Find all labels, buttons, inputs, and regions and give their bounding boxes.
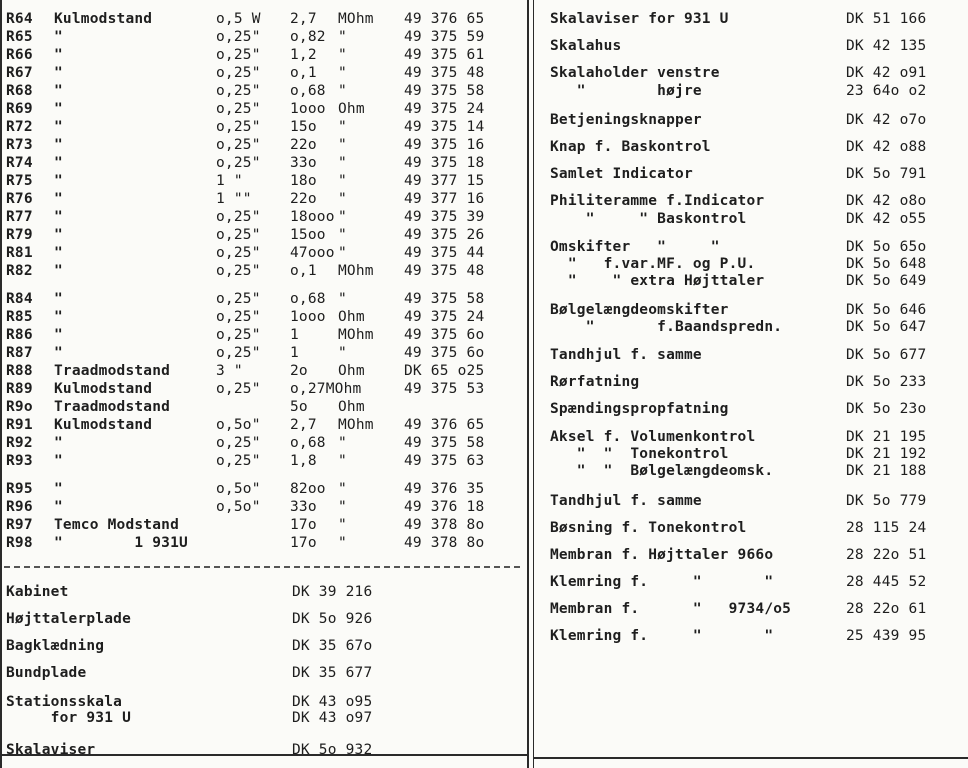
resistor-ref: R68 <box>6 83 33 99</box>
resistor-unit: " <box>338 481 347 497</box>
resistor-value: 1ooo <box>290 309 326 325</box>
resistor-rating: o,25" <box>216 155 261 171</box>
resistor-ref: R93 <box>6 453 33 469</box>
resistor-description: " <box>54 245 63 261</box>
part-name: Bøsning f. Tonekontrol <box>550 520 747 536</box>
resistor-part-number: 49 375 24 <box>404 309 485 325</box>
resistor-part-number: 49 375 44 <box>404 245 485 261</box>
part-name: for 931 U <box>6 710 132 726</box>
resistor-part-number: 49 375 39 <box>404 209 485 225</box>
resistor-ref: R82 <box>6 263 33 279</box>
resistor-value: 2o <box>290 363 308 379</box>
resistor-rating: o,25" <box>216 327 261 343</box>
part-name: Klemring f. " " <box>550 574 774 590</box>
resistor-rating: o,25" <box>216 345 261 361</box>
resistor-value: 22o <box>290 137 317 153</box>
resistor-value: o,27MOhm <box>290 381 362 397</box>
resistor-value: 2,7 <box>290 11 317 27</box>
resistor-value: 15oo <box>290 227 326 243</box>
resistor-description: " <box>54 101 63 117</box>
part-number: DK 42 o55 <box>846 211 927 227</box>
resistor-unit: " <box>338 227 347 243</box>
resistor-value: 17o <box>290 517 317 533</box>
part-number: DK 5o 648 <box>846 256 927 272</box>
part-name: Bagklædning <box>6 638 105 654</box>
part-number: DK 5o 646 <box>846 302 927 318</box>
resistor-value: 47ooo <box>290 245 335 261</box>
resistor-ref: R9o <box>6 399 33 415</box>
resistor-description: " <box>54 263 63 279</box>
resistor-ref: R66 <box>6 47 33 63</box>
part-number: DK 51 166 <box>846 11 927 27</box>
resistor-ref: R77 <box>6 209 33 225</box>
resistor-rating: o,25" <box>216 119 261 135</box>
resistor-ref: R97 <box>6 517 33 533</box>
part-name: Skalahus <box>550 38 622 54</box>
part-name: Knap f. Baskontrol <box>550 139 711 155</box>
resistor-value: o,68 <box>290 291 326 307</box>
resistor-ref: R64 <box>6 11 33 27</box>
resistor-description: " <box>54 83 63 99</box>
resistor-part-number: 49 375 24 <box>404 101 485 117</box>
resistor-unit: " <box>338 245 347 261</box>
resistor-description: Traadmodstand <box>54 363 171 379</box>
resistor-rating: o,25" <box>216 47 261 63</box>
part-number: DK 42 o91 <box>846 65 927 81</box>
part-name: Tandhjul f. samme <box>550 347 702 363</box>
part-name: Membran f. Højttaler 966o <box>550 547 774 563</box>
resistor-unit: " <box>338 173 347 189</box>
part-number: DK 42 o8o <box>846 193 927 209</box>
resistor-value: 2,7 <box>290 417 317 433</box>
part-name: Betjeningsknapper <box>550 112 702 128</box>
resistor-ref: R95 <box>6 481 33 497</box>
resistor-value: o,82 <box>290 29 326 45</box>
resistor-part-number: 49 378 8o <box>404 517 485 533</box>
part-name: Skalaviser <box>6 742 96 758</box>
resistor-description: " <box>54 29 63 45</box>
resistor-unit: MOhm <box>338 417 374 433</box>
resistor-ref: R75 <box>6 173 33 189</box>
resistor-rating: o,25" <box>216 65 261 81</box>
dashed-separator <box>4 566 520 568</box>
resistor-description: " <box>54 291 63 307</box>
part-name: Rørfatning <box>550 374 640 390</box>
resistor-unit: MOhm <box>338 11 374 27</box>
left-border <box>0 0 2 768</box>
part-name: Højttalerplade <box>6 611 132 627</box>
resistor-unit: MOhm <box>338 263 374 279</box>
part-name: Philiteramme f.Indicator <box>550 193 765 209</box>
resistor-rating: o,5 W <box>216 11 261 27</box>
resistor-description: " <box>54 173 63 189</box>
resistor-ref: R87 <box>6 345 33 361</box>
resistor-description: " <box>54 481 63 497</box>
resistor-part-number: 49 377 15 <box>404 173 485 189</box>
resistor-description: " 1 931U <box>54 535 188 551</box>
resistor-description: " <box>54 453 63 469</box>
resistor-rating: o,25" <box>216 245 261 261</box>
part-number: 28 445 52 <box>846 574 927 590</box>
resistor-ref: R67 <box>6 65 33 81</box>
resistor-value: 33o <box>290 155 317 171</box>
resistor-part-number: 49 378 8o <box>404 535 485 551</box>
resistor-rating: o,25" <box>216 263 261 279</box>
resistor-description: " <box>54 345 63 361</box>
part-number: DK 42 135 <box>846 38 927 54</box>
resistor-ref: R69 <box>6 101 33 117</box>
resistor-rating: o,25" <box>216 309 261 325</box>
part-name: " højre <box>550 83 702 99</box>
resistor-value: 1ooo <box>290 101 326 117</box>
resistor-part-number: 49 375 48 <box>404 263 485 279</box>
resistor-part-number: 49 376 35 <box>404 481 485 497</box>
resistor-value: 22o <box>290 191 317 207</box>
resistor-value: 1,2 <box>290 47 317 63</box>
resistor-rating: o,25" <box>216 435 261 451</box>
resistor-ref: R85 <box>6 309 33 325</box>
resistor-part-number: 49 375 16 <box>404 137 485 153</box>
resistor-unit: " <box>338 535 347 551</box>
resistor-value: 5o <box>290 399 308 415</box>
resistor-description: " <box>54 435 63 451</box>
part-number: DK 5o 233 <box>846 374 927 390</box>
resistor-rating: o,25" <box>216 381 261 397</box>
resistor-value: o,1 <box>290 65 317 81</box>
resistor-part-number: 49 375 58 <box>404 435 485 451</box>
part-name: Skalaholder venstre <box>550 65 720 81</box>
resistor-description: " <box>54 499 63 515</box>
part-number: DK 39 216 <box>292 584 373 600</box>
part-number: DK 21 188 <box>846 463 927 479</box>
part-number: 23 64o o2 <box>846 83 927 99</box>
resistor-ref: R91 <box>6 417 33 433</box>
resistor-ref: R73 <box>6 137 33 153</box>
part-number: DK 5o 649 <box>846 273 927 289</box>
resistor-value: 18o <box>290 173 317 189</box>
part-number: DK 5o 647 <box>846 319 927 335</box>
part-number: 28 22o 51 <box>846 547 927 563</box>
resistor-unit: " <box>338 191 347 207</box>
resistor-part-number: 49 375 6o <box>404 345 485 361</box>
resistor-unit: " <box>338 499 347 515</box>
resistor-ref: R79 <box>6 227 33 243</box>
part-number: DK 5o 677 <box>846 347 927 363</box>
resistor-part-number: 49 376 65 <box>404 11 485 27</box>
part-number: DK 5o 779 <box>846 493 927 509</box>
resistor-rating: o,25" <box>216 291 261 307</box>
part-number: DK 43 o97 <box>292 710 373 726</box>
resistor-part-number: 49 375 6o <box>404 327 485 343</box>
part-number: 28 115 24 <box>846 520 927 536</box>
resistor-description: Temco Modstand <box>54 517 180 533</box>
resistor-unit: Ohm <box>338 101 365 117</box>
resistor-unit: " <box>338 65 347 81</box>
column-divider <box>527 0 529 768</box>
part-name: Klemring f. " " <box>550 628 774 644</box>
resistor-description: " <box>54 155 63 171</box>
resistor-part-number: 49 376 65 <box>404 417 485 433</box>
part-name: Omskifter " " <box>550 239 720 255</box>
resistor-unit: " <box>338 155 347 171</box>
resistor-ref: R96 <box>6 499 33 515</box>
part-name: Spændingspropfatning <box>550 401 729 417</box>
resistor-value: o,68 <box>290 83 326 99</box>
part-name: Tandhjul f. samme <box>550 493 702 509</box>
resistor-unit: " <box>338 453 347 469</box>
resistor-part-number: 49 376 18 <box>404 499 485 515</box>
resistor-unit: Ohm <box>338 363 365 379</box>
resistor-rating: o,25" <box>216 101 261 117</box>
resistor-rating: o,5o" <box>216 499 261 515</box>
part-name: Skalaviser for 931 U <box>550 11 729 27</box>
resistor-rating: o,25" <box>216 29 261 45</box>
part-name: " f.var.MF. og P.U. <box>550 256 756 272</box>
resistor-description: " <box>54 137 63 153</box>
resistor-part-number: 49 375 18 <box>404 155 485 171</box>
resistor-part-number: 49 375 58 <box>404 83 485 99</box>
part-number: DK 5o 932 <box>292 742 373 758</box>
resistor-rating: o,5o" <box>216 481 261 497</box>
resistor-unit: " <box>338 47 347 63</box>
part-number: DK 35 67o <box>292 638 373 654</box>
resistor-ref: R65 <box>6 29 33 45</box>
resistor-description: Kulmodstand <box>54 11 153 27</box>
resistor-ref: R88 <box>6 363 33 379</box>
part-number: DK 5o 23o <box>846 401 927 417</box>
part-name: " " Bølgelængdeomsk. <box>550 463 774 479</box>
resistor-unit: Ohm <box>338 309 365 325</box>
resistor-description: " <box>54 227 63 243</box>
resistor-value: 17o <box>290 535 317 551</box>
part-name: Kabinet <box>6 584 69 600</box>
resistor-rating: o,25" <box>216 83 261 99</box>
part-number: DK 5o 791 <box>846 166 927 182</box>
resistor-ref: R72 <box>6 119 33 135</box>
resistor-unit: MOhm <box>338 327 374 343</box>
resistor-part-number: 49 375 61 <box>404 47 485 63</box>
resistor-description: " <box>54 65 63 81</box>
resistor-part-number: 49 375 63 <box>404 453 485 469</box>
resistor-part-number: 49 375 58 <box>404 291 485 307</box>
resistor-value: 1,8 <box>290 453 317 469</box>
resistor-value: 1 <box>290 327 299 343</box>
part-name: Samlet Indicator <box>550 166 693 182</box>
resistor-part-number: 49 375 14 <box>404 119 485 135</box>
resistor-unit: " <box>338 137 347 153</box>
part-number: 25 439 95 <box>846 628 927 644</box>
resistor-unit: Ohm <box>338 399 365 415</box>
part-number: DK 43 o95 <box>292 694 373 710</box>
resistor-part-number: 49 375 26 <box>404 227 485 243</box>
resistor-ref: R92 <box>6 435 33 451</box>
part-number: DK 5o 65o <box>846 239 927 255</box>
resistor-part-number: 49 377 16 <box>404 191 485 207</box>
part-name: Bølgelængdeomskifter <box>550 302 729 318</box>
part-name: " " Baskontrol <box>550 211 747 227</box>
resistor-unit: " <box>338 119 347 135</box>
resistor-description: " <box>54 191 63 207</box>
resistor-value: o,1 <box>290 263 317 279</box>
part-name: Aksel f. Volumenkontrol <box>550 429 756 445</box>
resistor-value: 33o <box>290 499 317 515</box>
resistor-part-number: 49 375 59 <box>404 29 485 45</box>
resistor-value: 15o <box>290 119 317 135</box>
resistor-unit: " <box>338 345 347 361</box>
resistor-part-number: 49 375 48 <box>404 65 485 81</box>
resistor-part-number: 49 375 53 <box>404 381 485 397</box>
resistor-description: " <box>54 119 63 135</box>
resistor-unit: " <box>338 29 347 45</box>
resistor-value: 1 <box>290 345 299 361</box>
part-name: " " Tonekontrol <box>550 446 729 462</box>
resistor-rating: o,25" <box>216 209 261 225</box>
resistor-unit: " <box>338 435 347 451</box>
column-divider-secondary <box>533 0 534 768</box>
part-number: DK 21 195 <box>846 429 927 445</box>
resistor-rating: o,25" <box>216 453 261 469</box>
part-name: Membran f. " 9734/o5 <box>550 601 792 617</box>
resistor-description: " <box>54 327 63 343</box>
bottom-rule-right <box>533 757 968 759</box>
part-name: Stationsskala <box>6 694 123 710</box>
resistor-part-number: DK 65 o25 <box>404 363 485 379</box>
resistor-ref: R89 <box>6 381 33 397</box>
resistor-unit: " <box>338 291 347 307</box>
part-number: DK 21 192 <box>846 446 927 462</box>
part-name: " " extra Højttaler <box>550 273 765 289</box>
resistor-unit: " <box>338 209 347 225</box>
resistor-value: o,68 <box>290 435 326 451</box>
part-number: DK 35 677 <box>292 665 373 681</box>
part-name: " f.Baandspredn. <box>550 319 783 335</box>
part-number: DK 42 o88 <box>846 139 927 155</box>
resistor-rating: o,5o" <box>216 417 261 433</box>
resistor-description: " <box>54 209 63 225</box>
resistor-ref: R76 <box>6 191 33 207</box>
resistor-description: Kulmodstand <box>54 381 153 397</box>
resistor-description: Traadmodstand <box>54 399 171 415</box>
resistor-ref: R81 <box>6 245 33 261</box>
part-number: 28 22o 61 <box>846 601 927 617</box>
resistor-value: 82oo <box>290 481 326 497</box>
resistor-ref: R98 <box>6 535 33 551</box>
resistor-rating: 1 " <box>216 173 243 189</box>
resistor-description: " <box>54 47 63 63</box>
part-number: DK 5o 926 <box>292 611 373 627</box>
resistor-rating: 3 " <box>216 363 243 379</box>
resistor-description: Kulmodstand <box>54 417 153 433</box>
resistor-ref: R74 <box>6 155 33 171</box>
resistor-unit: " <box>338 517 347 533</box>
resistor-rating: 1 "" <box>216 191 252 207</box>
resistor-ref: R84 <box>6 291 33 307</box>
resistor-ref: R86 <box>6 327 33 343</box>
resistor-unit: " <box>338 83 347 99</box>
resistor-rating: o,25" <box>216 137 261 153</box>
resistor-rating: o,25" <box>216 227 261 243</box>
resistor-value: 18ooo <box>290 209 335 225</box>
part-number: DK 42 o7o <box>846 112 927 128</box>
part-name: Bundplade <box>6 665 87 681</box>
resistor-description: " <box>54 309 63 325</box>
